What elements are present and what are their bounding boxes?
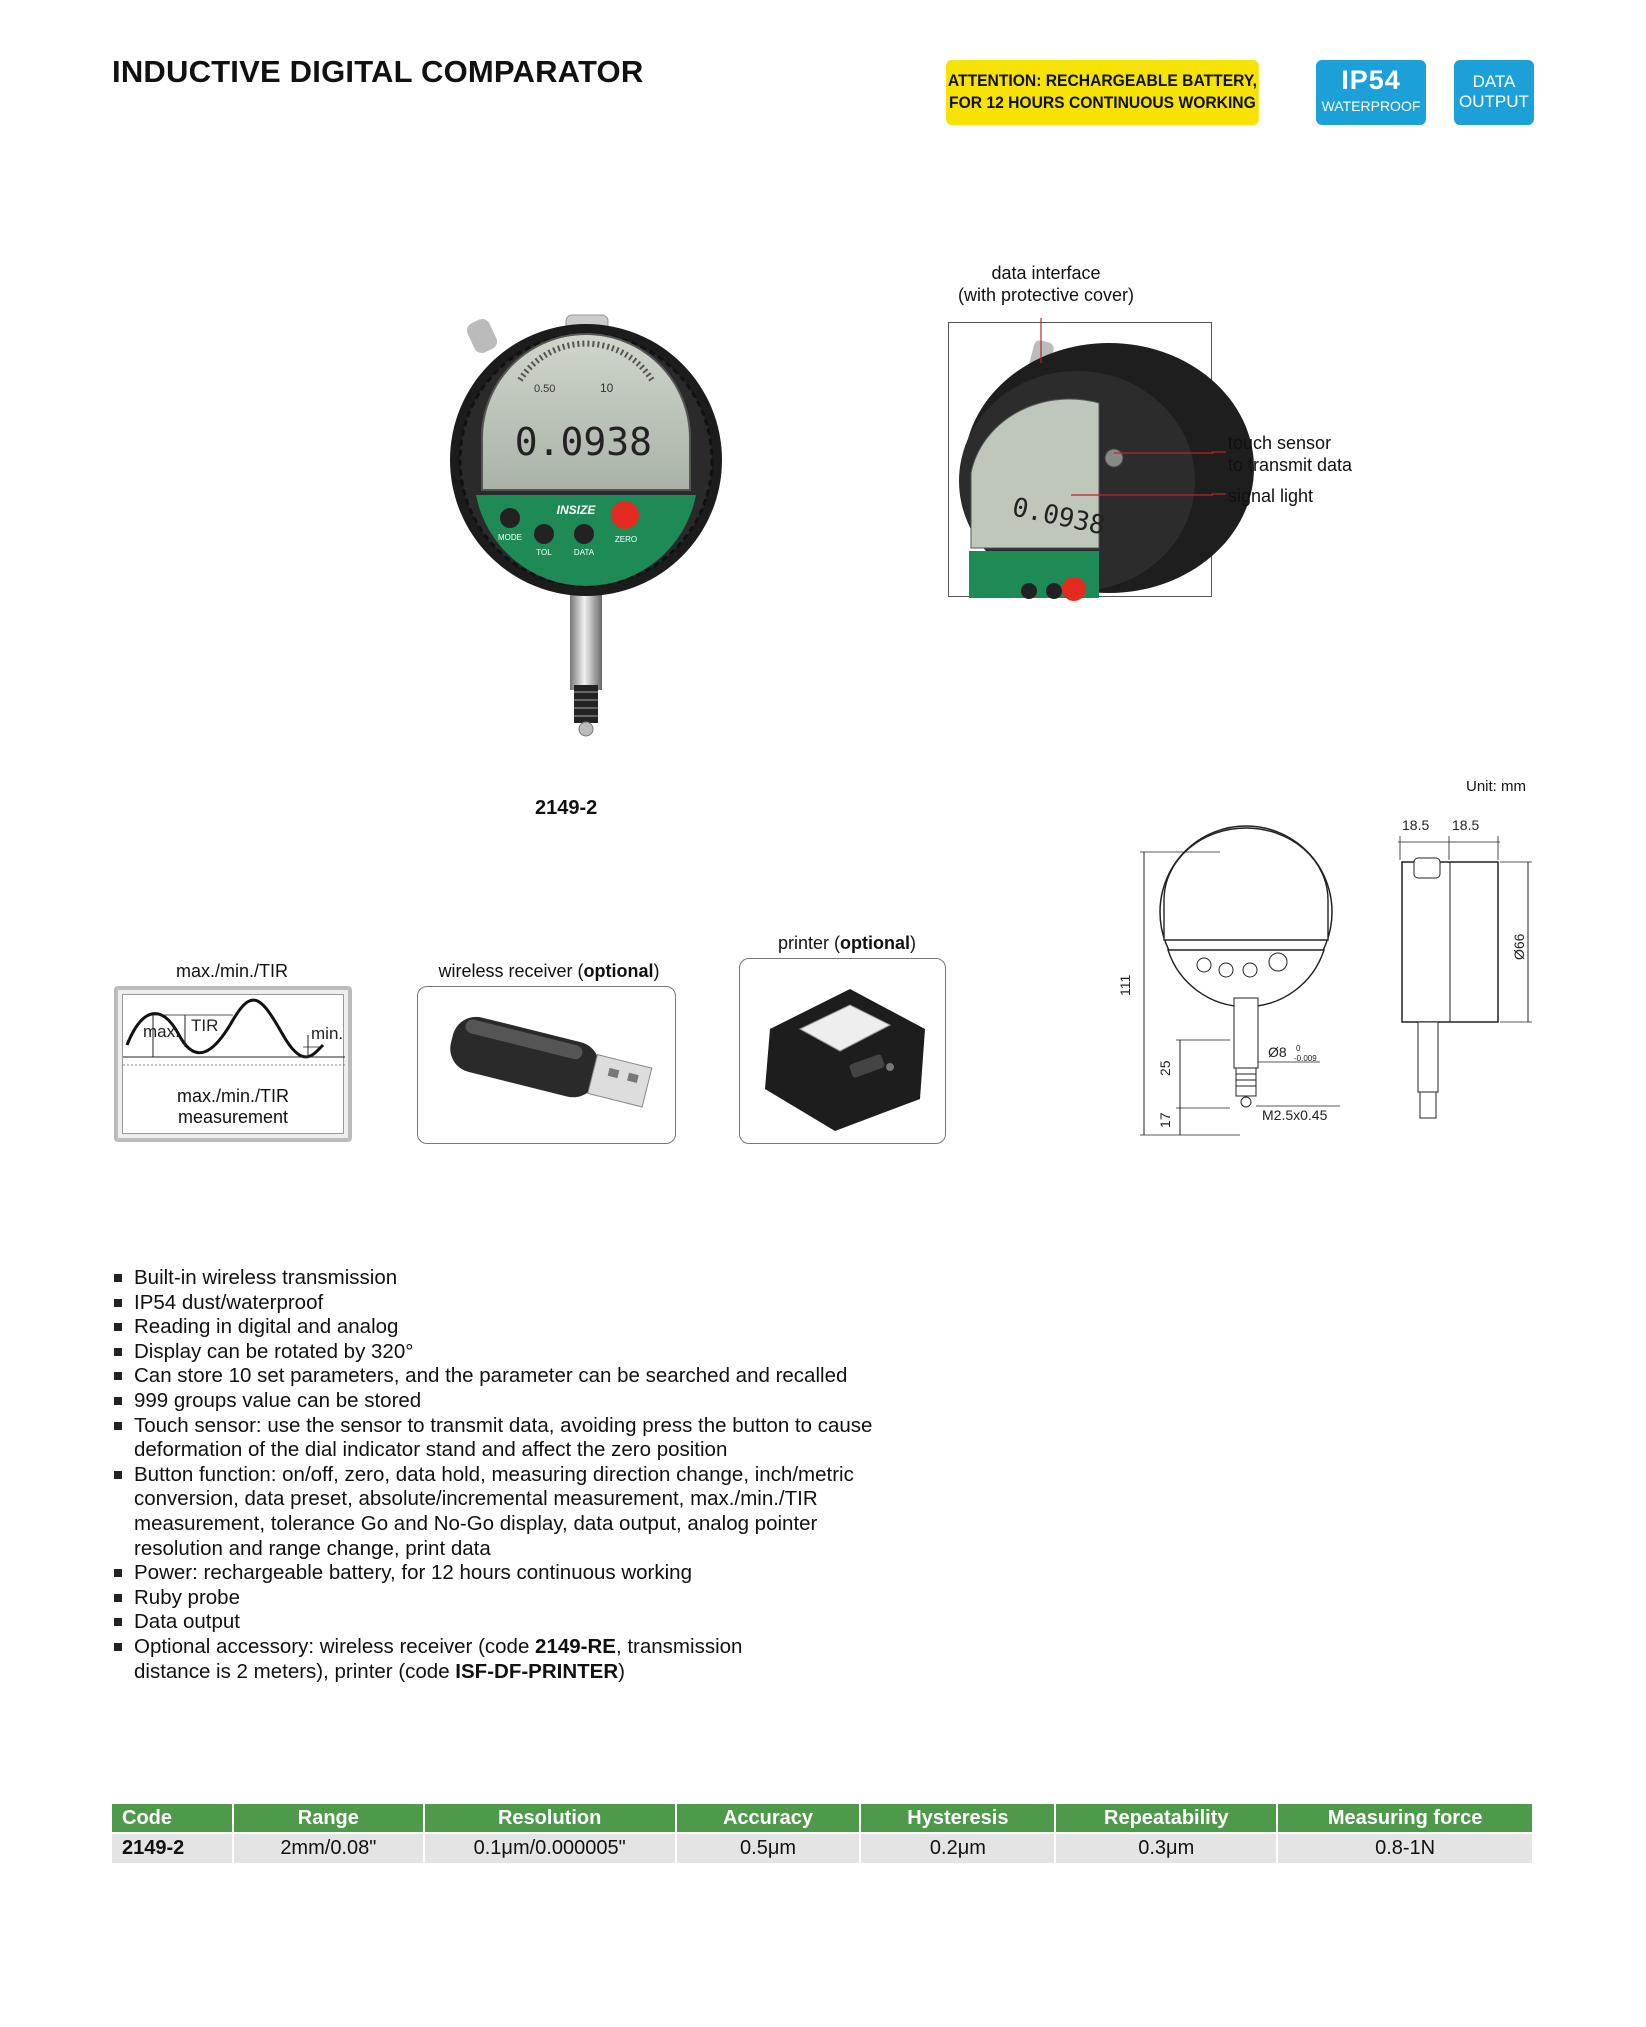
tir-max-label: max. xyxy=(143,1022,180,1041)
cell-accuracy: 0.5μm xyxy=(676,1833,861,1863)
dim-diameter: Ø66 xyxy=(1511,933,1527,960)
battery-attention-badge xyxy=(946,60,1259,125)
feature-item: Power: rechargeable battery, for 12 hours continuous working xyxy=(112,1561,1012,1586)
lcd-reading: 0.0938 xyxy=(514,420,652,464)
feature-item: Button function: on/off, zero, data hold, measuring direction change, inch/metric conversion, data preset, absolute/incremental measurement, max./min./TIR measurement, tolerance Go and No-Go display, data output, analog pointer resolution and range change, print data xyxy=(112,1463,902,1561)
cell-repeatability: 0.3μm xyxy=(1055,1833,1277,1863)
feature-item: Can store 10 set parameters, and the parameter can be searched and recalled xyxy=(112,1364,1012,1389)
feature-item: Data output xyxy=(112,1610,1012,1635)
feature-item: Built-in wireless transmission xyxy=(112,1266,1012,1291)
printer-image xyxy=(740,959,947,1145)
data-output-line-1: DATA xyxy=(1472,72,1516,91)
printer-paren-open: ( xyxy=(834,933,841,953)
attention-line-2: FOR 12 HOURS CONTINUOUS WORKING xyxy=(949,93,1256,112)
spec-table xyxy=(112,1804,1534,1863)
printer-optional-label: optional xyxy=(840,933,911,953)
dim-stem-length: 25 xyxy=(1157,1060,1173,1076)
zero-label: ZERO xyxy=(614,535,638,544)
feature-item: Display can be rotated by 320° xyxy=(112,1340,1012,1365)
feature-item: IP54 dust/waterproof xyxy=(112,1291,1012,1316)
touch-sensor-line-2: to transmit data xyxy=(1228,455,1353,475)
dim-thread: M2.5x0.45 xyxy=(1262,1107,1328,1123)
dim-height: 111 xyxy=(1117,974,1133,996)
receiver-paren-open: ( xyxy=(577,961,584,981)
ip54-badge xyxy=(1316,60,1426,125)
data-output-line-2: OUTPUT xyxy=(1459,92,1529,111)
header-code: Code xyxy=(112,1804,233,1833)
comparator-product-image xyxy=(440,310,740,750)
lcd-small-left: 0.50 xyxy=(534,383,556,395)
cell-resolution: 0.1μm/0.000005" xyxy=(424,1833,676,1863)
header-measuring-force: Measuring force xyxy=(1277,1804,1533,1833)
cell-code: 2149-2 xyxy=(112,1833,233,1863)
touch-sensor-callout xyxy=(1228,432,1352,476)
table-header-row xyxy=(112,1804,1533,1833)
detail-lcd-reading: 0.0938 xyxy=(1009,492,1108,542)
detail-image-frame xyxy=(948,322,1212,597)
data-button xyxy=(574,524,594,544)
data-interface-callout xyxy=(936,262,1156,306)
tol-button xyxy=(534,524,554,544)
receiver-optional-label: optional xyxy=(583,961,654,981)
dim-top-left: 18.5 xyxy=(1402,817,1430,833)
cell-hysteresis: 0.2μm xyxy=(860,1833,1055,1863)
accessory-suffix: ) xyxy=(618,1659,625,1683)
receiver-image-frame xyxy=(417,986,676,1144)
ip54-label: IP54 xyxy=(1341,65,1401,95)
accessory-code-receiver: 2149-RE xyxy=(535,1634,616,1658)
accessory-middle: , transmission distance is 2 meters), printer (code xyxy=(134,1634,743,1683)
signal-light-callout: signal light xyxy=(1228,486,1314,506)
data-interface-line-2: (with protective cover) xyxy=(957,285,1135,305)
tir-min-label: min. xyxy=(311,1024,344,1043)
header-range: Range xyxy=(233,1804,424,1833)
waterproof-label: WATERPROOF xyxy=(1321,98,1421,114)
printer-image-frame xyxy=(739,958,946,1144)
dim-stem-tol-lower: -0.009 xyxy=(1294,1054,1317,1063)
receiver-caption xyxy=(414,961,684,982)
feature-item-accessory xyxy=(112,1635,812,1684)
feature-list xyxy=(112,1266,1012,1684)
tir-diagram-frame xyxy=(114,986,352,1142)
lcd-small-right: 10 xyxy=(600,381,614,395)
feature-item: Ruby probe xyxy=(112,1586,1012,1611)
printer-caption xyxy=(742,933,952,954)
receiver-paren-close: ) xyxy=(653,961,660,981)
accessory-prefix: Optional accessory: wireless receiver (code xyxy=(134,1634,536,1658)
cell-range: 2mm/0.08" xyxy=(233,1833,424,1863)
feature-item: Touch sensor: use the sensor to transmit data, avoiding press the button to cause deformation of the dial indicator stand and affect the zero position xyxy=(112,1414,942,1463)
tir-label-line-1: max./min./TIR xyxy=(176,1086,289,1106)
receiver-caption-text: wireless receiver xyxy=(438,961,573,981)
data-label: DATA xyxy=(573,548,595,557)
dim-top-right: 18.5 xyxy=(1452,817,1480,833)
page-title: INDUCTIVE DIGITAL COMPARATOR xyxy=(112,54,644,89)
unit-label: Unit: mm xyxy=(1466,778,1526,795)
mode-button xyxy=(500,508,520,528)
header-hysteresis: Hysteresis xyxy=(860,1804,1055,1833)
tol-label: TOL xyxy=(536,548,552,557)
callout-leader-lines xyxy=(1212,440,1228,500)
data-output-badge xyxy=(1454,60,1534,125)
dim-stem-diameter: Ø8 xyxy=(1268,1044,1287,1060)
header-accuracy: Accuracy xyxy=(676,1804,861,1833)
tir-caption: max./min./TIR xyxy=(175,961,288,981)
product-code-caption: 2149-2 xyxy=(535,797,598,819)
tir-label-line-2: measurement xyxy=(177,1107,289,1127)
header-resolution: Resolution xyxy=(424,1804,676,1833)
tir-wave-diagram xyxy=(123,995,345,1075)
mode-label: MODE xyxy=(498,533,522,542)
zero-button xyxy=(611,501,639,529)
feature-item: 999 groups value can be stored xyxy=(112,1389,1012,1414)
dim-tip-length: 17 xyxy=(1157,1112,1173,1128)
usb-receiver-image xyxy=(418,987,677,1145)
comparator-detail-image xyxy=(949,323,1213,598)
data-interface-line-1: data interface xyxy=(991,263,1101,283)
accessory-code-printer: ISF-DF-PRINTER xyxy=(455,1659,619,1683)
dim-stem-tol-upper: 0 xyxy=(1296,1044,1301,1053)
attention-line-1: ATTENTION: RECHARGEABLE BATTERY, xyxy=(947,71,1257,90)
tir-tir-label: TIR xyxy=(191,1016,219,1035)
printer-caption-text: printer xyxy=(777,933,829,953)
brand-logo: INSIZE xyxy=(556,503,596,517)
header-repeatability: Repeatability xyxy=(1055,1804,1277,1833)
dimension-drawing xyxy=(1117,800,1540,1150)
printer-paren-close: ) xyxy=(910,933,917,953)
touch-sensor-line-1: touch sensor xyxy=(1228,433,1332,453)
table-row xyxy=(112,1833,1533,1863)
feature-item: Reading in digital and analog xyxy=(112,1315,1012,1340)
cell-measuring-force: 0.8-1N xyxy=(1277,1833,1533,1863)
